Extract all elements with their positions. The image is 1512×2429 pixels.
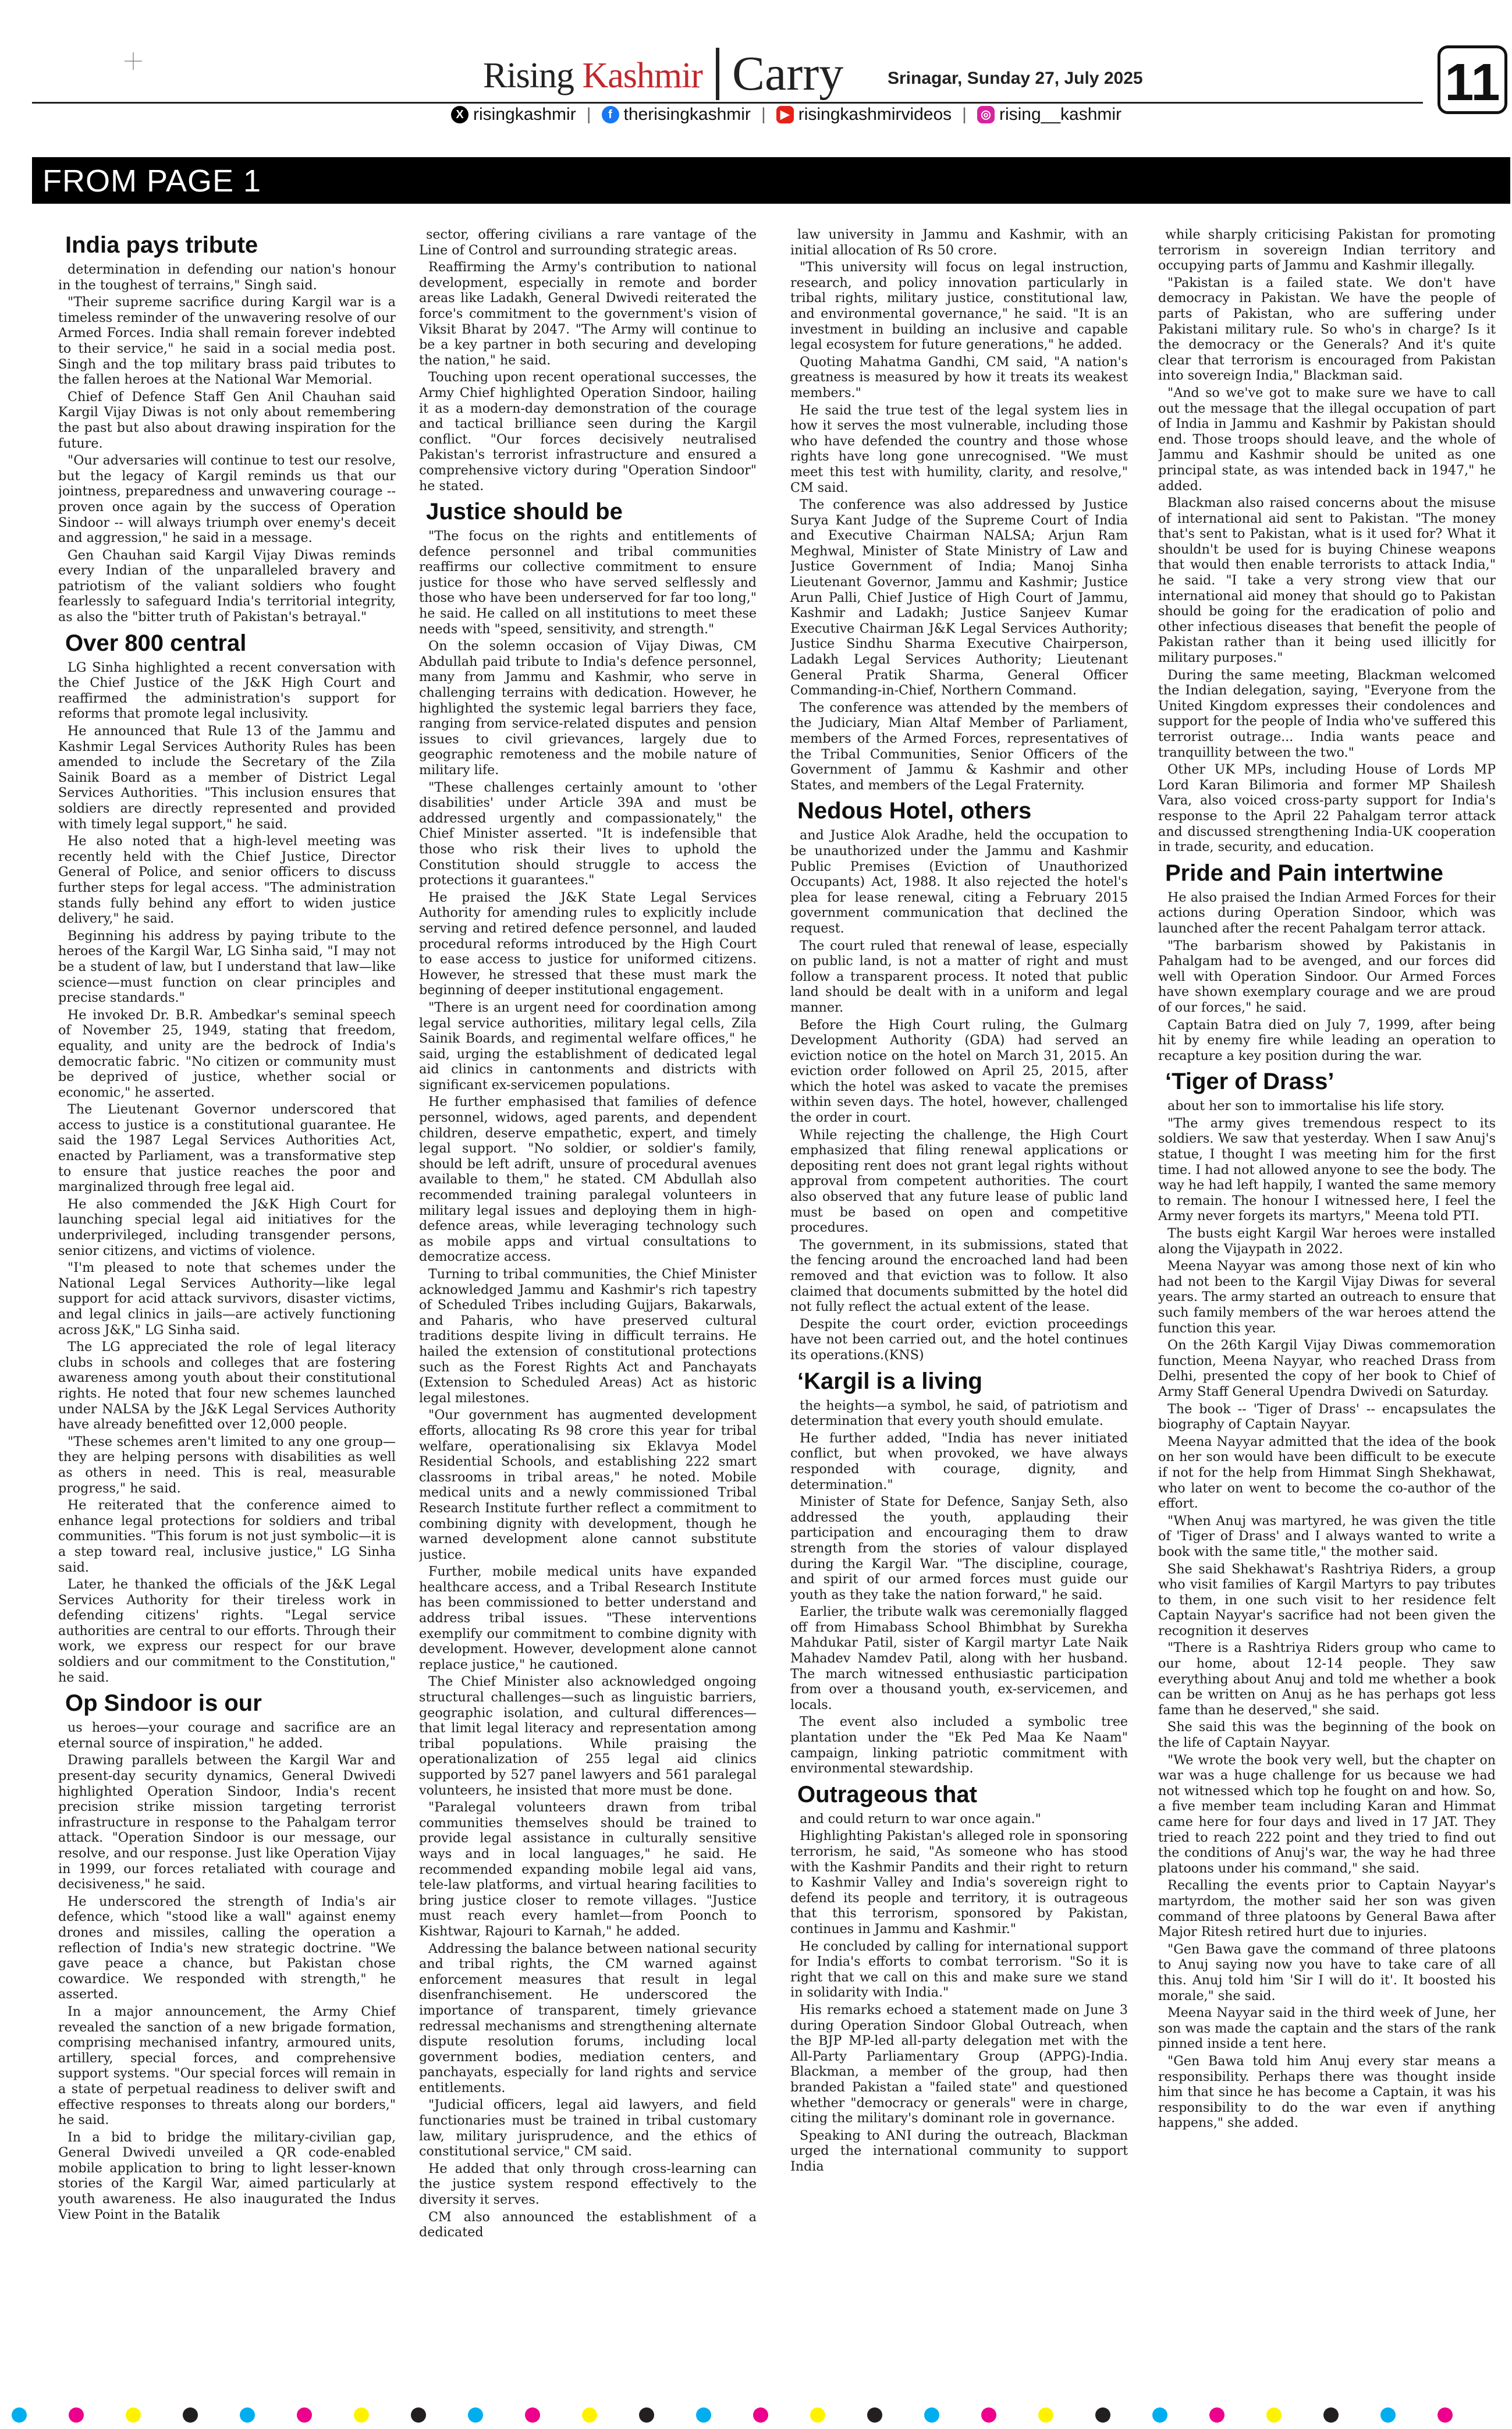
article-paragraph: The court ruled that renewal of lease, especially on public land, is not a matter of right and must follow a transparent process. It noted that public land should be dealt with in a uniform and legal manner.: [790, 938, 1128, 1015]
article-paragraph: Before the High Court ruling, the Gulmarg Development Authority (GDA) had served an eviction notice on the hotel on March 31, 2015. An eviction order followed on April 25, 2015, after which the hotel was asked to vacate the premises within seven days. The hotel, however, challenged the order in court.: [790, 1017, 1128, 1126]
article-paragraph: He added that only through cross-learning can the justice system respond effectively to the diversity it serves.: [419, 2161, 757, 2208]
article-paragraph: He also commended the J&K High Court for launching special legal aid initiatives for the underprivileged, including transgender persons, senior citizens, and victims of violence.: [58, 1196, 396, 1258]
article-paragraph: Later, he thanked the officials of the J&K Legal Services Authority for their tireless work in defending citizens' rights. "Legal service authorities are central to our efforts. Through their work, we express our respect for our brave soldiers and our commitment to the Constitution," he said.: [58, 1577, 396, 1685]
article-paragraph: Minister of State for Defence, Sanjay Seth, also addressed the youth, applauding their participation and encouraging them to draw strength from the stories of valour displayed during the Kargil War. "The discipline, courage, and spirit of our armed forces must guide our youth as they take the nation forward," he said.: [790, 1494, 1128, 1602]
article-paragraph: "The focus on the rights and entitlements of defence personnel and tribal communities reaffirms our collective commitment to ensure justice for those who have served selflessly and those who have been underserved for far too long," he said. He called on all institutions to meet these needs with "speed, sensitivity, and strength.": [419, 529, 757, 637]
article-paragraph: "The army gives tremendous respect to its soldiers. We saw that yesterday. When I saw Anuj's statue, I thought I was meeting him for the first time. I had not allowed anyone to see the body. The way he had left happily, I wanted the same memory to remain. The honour I witnessed here, I feel the Army never forgets its martyrs," Meena told PTI.: [1158, 1115, 1496, 1224]
brand-logo: [483, 55, 702, 97]
article-paragraph: She said Shekhawat's Rashtriya Riders, a group who visit families of Kargil Martyrs to pay tributes to them, in one such visit to her residence felt Captain Nayyar's sacrifice had not been given the recognition it deserves: [1158, 1561, 1496, 1639]
article-paragraph: "These challenges certainly amount to 'other disabilities' under Article 39A and must be addressed urgently and compassionately," the Chief Minister asserted. "It is indefensible that those who risk their lives to uphold the Constitution should struggle to access the protections it guarantees.": [419, 779, 757, 888]
social-facebook-handle: therisingkashmir: [623, 105, 751, 124]
color-registration-dot: [696, 2407, 711, 2423]
article-paragraph: "Our government has augmented development efforts, allocating Rs 98 crore this year for tribal welfare, operationalising six Eklavya Model Residential Schools, and establishing 222 smart classrooms in tribal areas," he noted. Mobile medical units and a newly commissioned Tribal Research Institute further reflect a commitment to combining dignity with development, though he warned development alone cannot substitute justice.: [419, 1407, 757, 1562]
dateline: Srinagar, Sunday 27, July 2025: [888, 69, 1143, 88]
banner-title: FROM PAGE 1: [42, 164, 262, 198]
color-registration-dot: [126, 2407, 141, 2423]
social-facebook[interactable]: [602, 105, 751, 125]
article-paragraph: He also praised the Indian Armed Forces for their actions during Operation Sindoor, which was launched after the recent Pahalgam terror attack.: [1158, 889, 1496, 936]
article-paragraph: Other UK MPs, including House of Lords MP Lord Karan Bilimoria and former MP Shailesh Vara, also voiced cross-party support for India's response to the April 22 Pahalgam terror attack and discussed strengthening India-UK cooperation in trade, security, and education.: [1158, 762, 1496, 855]
article-headline: Outrageous that: [797, 1781, 977, 1807]
color-registration-dot: [354, 2407, 369, 2423]
article-paragraph: "Paralegal volunteers drawn from tribal communities themselves should be trained to provide legal assistance in culturally sensitive ways and in local languages," he said. He recommended expanding mobile legal aid vans, tele-law platforms, and virtual hearing facilities to bring justice closer to remote villages. "Justice must reach every hamlet—from Poonch to Kishtwar, Rajouri to Karnah," he added.: [419, 1800, 757, 1939]
article-paragraph: On the solemn occasion of Vijay Diwas, CM Abdullah paid tribute to India's defence personnel, many from Jammu and Kashmir, who serve in challenging terrains with dedication. However, he highlighted the systemic legal barriers they face, ranging from service-related disputes and pension issues to civil grievances, largely due to geographic remoteness and the mobile nature of military life.: [419, 639, 757, 778]
article-paragraph: about her son to immortalise his life story.: [1167, 1098, 1444, 1114]
article-paragraph: The Lieutenant Governor underscored that access to justice is a constitutional guarantee. He said the 1987 Legal Services Authorities Act, enacted by Parliament, was a transformative step to ensure that justice reaches the poor and marginalized through free legal aid.: [58, 1102, 396, 1195]
youtube-icon: ▶: [776, 106, 794, 123]
article-paragraph: He further added, "India has never initiated conflict, but when provoked, we have always responded with courage, dignity, and determination.": [790, 1430, 1128, 1492]
article-paragraph: "Their supreme sacrifice during Kargil war is a timeless reminder of the unwavering resolve of our Armed Forces. India shall remain forever indebted to their service," he said in a social media post. Singh and the top military brass paid tributes to the fallen heroes at the National War Memorial.: [58, 295, 396, 388]
article-paragraph: Earlier, the tribute walk was ceremonially flagged off from Himabass School Bhimbhat by Surekha Mahdukar Patil, sister of Kargil martyr Late Naik Mahadev Namdev Patil, along with her husband. The march witnessed enthusiastic participation from over a thousand youth, ex-servicemen, and locals.: [790, 1604, 1128, 1712]
color-registration-dot: [525, 2407, 540, 2423]
article-paragraph: She said this was the beginning of the book on the life of Captain Nayyar.: [1158, 1719, 1496, 1751]
article-paragraph: law university in Jammu and Kashmir, with an initial allocation of Rs 50 crore.: [790, 227, 1128, 258]
article-paragraph: determination in defending our nation's honour in the toughest of terrains," Singh said.: [58, 262, 396, 293]
article-paragraph: In a major announcement, the Army Chief revealed the sanction of a new brigade formation, comprising mechanised infantry, armoured units, artillery, special forces, and comprehensive support systems. "Our special forces will remain in a state of perpetual readiness to deliver swift and effective responses to threats along our borders," he said.: [58, 2004, 396, 2128]
section-banner: [32, 157, 1510, 204]
article-paragraph: Meena Nayyar said in the third week of June, her son was made the captain and the stars of the rank pinned inside a tent here.: [1158, 2005, 1496, 2052]
article-headline: Justice should be: [426, 499, 623, 525]
article-headline: Pride and Pain intertwine: [1165, 860, 1443, 886]
social-instagram-handle: rising__kashmir: [999, 105, 1122, 124]
article-paragraph: Drawing parallels between the Kargil War and present-day security dynamics, General Dwivedi highlighted Operation Sindoor, India's recent precision strike mission targeting terrorist infrastructure in response to the Pahalgam terror attack. "Operation Sindoor is our message, our resolve, and our response. Just like Operation Vijay in 1999, our forces retaliated with courage and decisiveness," he said.: [58, 1753, 396, 1892]
article-paragraph: "This university will focus on legal instruction, research, and policy innovation particularly in tribal rights, military justice, constitutional law, and environmental governance," he said. "It is an investment in building an inclusive and capable legal ecosystem for future generations," he added.: [790, 260, 1128, 353]
article-paragraph: "Gen Bawa gave the command of three platoons to Anuj saying now you have to take care of all this. Anuj told him 'Sir I will do it'. It boosted his morale," she said.: [1158, 1941, 1496, 2004]
article-paragraph: The government, in its submissions, stated that the fencing around the encroached land had been removed and that eviction was to follow. It also claimed that documents submitted by the hotel did not fully reflect the actual extent of the lease.: [790, 1237, 1128, 1315]
color-registration-dot: [582, 2407, 597, 2423]
color-registration-dot: [1380, 2407, 1396, 2423]
color-registration-dot: [183, 2407, 198, 2423]
article-paragraph: Highlighting Pakistan's alleged role in sponsoring terrorism, he said, "As someone who has stood with the Kashmir Pandits and their right to return to Kashmir Valley and India's sovereign right to defend its people and territory, it is outrageous that this terrorism, sponsored by Pakistan, continues in Jammu and Kashmir.": [790, 1828, 1128, 1937]
article-paragraph: Captain Batra died on July 7, 1999, after being hit by enemy fire while leading an operation to recapture a key position during the war.: [1158, 1017, 1496, 1063]
article-paragraph: He further emphasised that families of defence personnel, widows, aged parents, and dependent children, deserve empathetic, expert, and timely legal support. "No soldier, or soldier's family, should be left adrift, unsure of procedural avenues available to them," he stated. CM Abdullah also recommended training paralegal volunteers in military legal issues and deploying them in high-defence areas, while leveraging technology such as mobile apps and virtual consultations to democratize access.: [419, 1094, 757, 1265]
social-x-handle: risingkashmir: [473, 105, 576, 124]
article-paragraph: His remarks echoed a statement made on June 3 during Operation Sindoor Global Outreach, when the BJP MP-led all-party delegation met with the All-Party Parliamentary Group (APPG)-India. Blackman, a member of the group, had then branded Pakistan a "failed state" and questioned whether "democracy or generals" were in charge, citing the military's dominant role in governance.: [790, 2002, 1128, 2126]
article-paragraph: "There is a Rashtriya Riders group who came to our home, about 12-14 people. They saw everything about Anuj and told me whether a book can be written on Anuj as he has perhaps got less fame than he deserved," she said.: [1158, 1640, 1496, 1718]
article-paragraph: During the same meeting, Blackman welcomed the Indian delegation, saying, "Everyone from the United Kingdom expresses their condolences and support for the people of India who've suffered this terrorist outrage... India wants peace and tranquillity between the two.": [1158, 667, 1496, 760]
masthead-rule: [32, 102, 1423, 104]
article-paragraph: He reiterated that the conference aimed to enhance legal protections for soldiers and tribal communities. "This forum is not just symbolic—it is a step toward real, inclusive justice," LG Sinha said.: [58, 1498, 396, 1575]
article-paragraph: sector, offering civilians a rare vantage of the Line of Control and surrounding strategic areas.: [419, 227, 757, 258]
article-paragraph: Despite the court order, eviction proceedings have not been carried out, and the hotel continues its operations.(KNS): [790, 1316, 1128, 1363]
article-headline: ‘Kargil is a living: [797, 1368, 982, 1394]
article-paragraph: "Judicial officers, legal aid lawyers, and field functionaries must be trained in tribal customary law, military jurisprudence, and the ethics of constitutional service," CM said.: [419, 2097, 757, 2159]
article-paragraph: Touching upon recent operational successes, the Army Chief highlighted Operation Sindoor, hailing it as a modern-day demonstration of the courage and tactical brilliance seen during the Kargil conflict. "Our forces decisively neutralised Pakistan's terrorist infrastructure and ensured a comprehensive victory during "Operation Sindoor" he stated.: [419, 370, 757, 494]
article-paragraph: "Our adversaries will continue to test our resolve, but the legacy of Kargil reminds us that our jointness, preparedness and unwavering courage -- proven once again by the success of Operation Sindoor -- will always triumph over enemy's deceit and aggression," he said in a message.: [58, 453, 396, 546]
article-paragraph: He underscored the strength of India's air defence, which "stood like a wall" against enemy drones and missiles, calling the operation a reflection of India's new strategic doctrine. "We gave peace a chance, but Pakistan chose cowardice. We responded with strength," he asserted.: [58, 1893, 396, 2002]
instagram-icon: ◎: [977, 106, 995, 123]
article-paragraph: On the 26th Kargil Vijay Diwas commemoration function, Meena Nayyar, who reached Drass from Delhi, presented the copy of her book to Chief of Army Staff General Upendra Dwivedi on Saturday.: [1158, 1338, 1496, 1399]
article-paragraph: Gen Chauhan said Kargil Vijay Diwas reminds every Indian of the unparalleled bravery and patriotism of the valiant soldiers who fought fearlessly to safeguard India's territorial integrity, as also the "bitter truth of Pakistan's betrayal.": [58, 547, 396, 625]
article-paragraph: "Pakistan is a failed state. We don't have democracy in Pakistan. We have the people of parts of Pakistan, who are suffering under Pakistani military rule. So who's in charge? Is it the democracy or the Generals? And it's quite clear that terrorism is encouraged from Pakistan into sovereign India," Blackman said.: [1158, 275, 1496, 384]
color-registration-dot: [1323, 2407, 1339, 2423]
color-registration-dot: [1209, 2407, 1224, 2423]
article-paragraph: While rejecting the challenge, the High Court emphasized that filing renewal applications or depositing rent does not grant legal rights without approval from competent authorities. The court also observed that any future lease of public land must be based on open and competitive procedures.: [790, 1127, 1128, 1236]
article-paragraph: In a bid to bridge the military-civilian gap, General Dwivedi unveiled a QR code-enabled mobile application to bring to light lesser-known stories of the Kargil War, aimed particularly at youth awareness. He also inaugurated the Indus View Point in the Batalik: [58, 2129, 396, 2222]
article-paragraph: Blackman also raised concerns about the misuse of international aid sent to Pakistan. "The money that's sent to Pakistan, what is it used for? What it shouldn't be used for is buying Chinese weapons that would then enable terrorists to attack India," he said. "I take a very strong view that our international aid money that should go to Pakistan should be going for the eradication of polio and other infectious diseases that benefit the people of Pakistan rather than it being used illicitly for military purposes.": [1158, 495, 1496, 666]
color-registration-dot: [810, 2407, 825, 2423]
color-registration-dot: [1266, 2407, 1282, 2423]
column-3: [790, 227, 1128, 2392]
social-instagram[interactable]: [977, 105, 1121, 125]
column-1: [58, 227, 396, 2392]
section-title: Carry: [716, 48, 843, 100]
social-youtube-handle: risingkashmirvideos: [798, 105, 952, 124]
social-separator: |: [962, 105, 967, 124]
article-paragraph: and could return to war once again.": [800, 1811, 1041, 1827]
color-registration-dot: [981, 2407, 996, 2423]
social-x[interactable]: [451, 105, 576, 125]
article-paragraph: Speaking to ANI during the outreach, Blackman urged the international community to support India: [790, 2127, 1128, 2174]
article-columns: [58, 227, 1496, 2392]
article-paragraph: "And so we've got to make sure we have to call out the message that the illegal occupation of part of India in Jammu and Kashmir by Pakistan should end. Those troops should leave, and the whole of Jammu and Kashmir should be united as one principal state, as was intended back in 1947," he added.: [1158, 385, 1496, 494]
article-paragraph: Further, mobile medical units have expanded healthcare access, and a Tribal Research Institute has been commissioned to better understand and address tribal issues. "These interventions exemplify our commitment to combine dignity with development. However, development alone cannot replace justice," he cautioned.: [419, 1564, 757, 1672]
article-paragraph: LG Sinha highlighted a recent conversation with the Chief Justice of the J&K High Court and reaffirmed the administration's support for reforms that promote legal inclusivity.: [58, 659, 396, 722]
article-paragraph: "When Anuj was martyred, he was given the title of 'Tiger of Drass' and I always wanted to write a book with the same title," the mother said.: [1158, 1513, 1496, 1559]
color-registration-dot: [69, 2407, 84, 2423]
masthead: [0, 0, 1512, 134]
column-4: [1158, 227, 1496, 2392]
article-paragraph: us heroes—your courage and sacrifice are an eternal source of inspiration," he added.: [58, 1720, 396, 1751]
color-registration-dot: [753, 2407, 768, 2423]
color-registration-dot: [468, 2407, 483, 2423]
article-paragraph: while sharply criticising Pakistan for promoting terrorism in sovereign Indian territory and occupying parts of Jammu and Kashmir illegally.: [1158, 227, 1496, 274]
article-paragraph: "Gen Bawa told him Anuj every star means a responsibility. Perhaps there was thought inside him that since he has become a Captain, it was his responsibility to do the war even if anything happens," she added.: [1158, 2053, 1496, 2131]
social-separator: |: [761, 105, 766, 124]
color-registration-dot: [867, 2407, 882, 2423]
x-icon: X: [451, 106, 468, 123]
article-paragraph: "I'm pleased to note that schemes under the National Legal Services Authority—like legal support for acid attack survivors, disaster victims, and legal clinics in jails—are actively functioning across J&K," LG Sinha said.: [58, 1260, 396, 1338]
article-paragraph: The event also included a symbolic tree plantation under the "Ek Ped Maa Ke Naam" campaign, linking patriotic commitment with environmental stewardship.: [790, 1714, 1128, 1776]
article-paragraph: The Chief Minister also acknowledged ongoing structural challenges—such as linguistic barriers, geographic isolation, and cultural differences—that limit legal literacy and representation among tribal populations. While praising the operationalization of 255 legal aid clinics supported by 527 panel lawyers and 561 paralegal volunteers, he insisted that more must be done.: [419, 1674, 757, 1798]
article-paragraph: Quoting Mahatma Gandhi, CM said, "A nation's greatness is measured by how it treats its weakest members.": [790, 354, 1128, 400]
brand-rising: Rising: [483, 56, 574, 95]
color-registration-dot: [924, 2407, 939, 2423]
article-paragraph: "These schemes aren't limited to any one group—they are helping persons with disabilities as well as others in need. This is real, measurable progress," he said.: [58, 1434, 396, 1496]
article-paragraph: Recalling the events prior to Captain Nayyar's martyrdom, the mother said her son was given command of three platoons by General Bawa after Major Ritesh retired hurt due to injuries.: [1158, 1878, 1496, 1940]
article-paragraph: Addressing the balance between national security and tribal rights, the CM warned against enforcement measures that result in legal disenfranchisement. He underscored the importance of transparent, timely grievance redressal mechanisms and strengthening alternate dispute resolution forums, including local government bodies, mediation centers, and panchayats, especially for land rights and service entitlements.: [419, 1941, 757, 2095]
article-paragraph: the heights—a symbol, he said, of patriotism and determination that every youth should emulate.: [790, 1398, 1128, 1429]
article-paragraph: He also noted that a high-level meeting was recently held with the Chief Justice, Director General of Police, and senior officers to discuss further steps for legal access. "The administration stands fully behind any effort to widen justice delivery," he said.: [58, 834, 396, 927]
color-registration-dot: [1095, 2407, 1110, 2423]
article-paragraph: Chief of Defence Staff Gen Anil Chauhan said Kargil Vijay Diwas is not only about remembering the past but also about drawing inspiration for the future.: [58, 389, 396, 451]
color-registration-dot: [411, 2407, 426, 2423]
print-color-bar: [0, 2404, 1512, 2429]
page-number: 11: [1438, 45, 1507, 114]
brand-kashmir: Kashmir: [582, 56, 702, 95]
article-paragraph: He said the true test of the legal system lies in how it serves the most vulnerable, including those who have defended the country and those whose rights have long gone unrecognised. "We must meet this test with humility, clarity, and resolve," CM said.: [790, 402, 1128, 495]
article-paragraph: and Justice Alok Aradhe, held the occupation to be unauthorized under the Jammu and Kashmir Public Premises (Eviction of Unauthorized Occupants) Act, 1988. It also rejected the hotel's plea for lease renewal, citing a February 2015 government communication that declined the request.: [790, 828, 1128, 936]
color-registration-dot: [639, 2407, 654, 2423]
social-links: [451, 105, 1121, 125]
social-youtube[interactable]: [776, 105, 952, 125]
article-paragraph: Reaffirming the Army's contribution to national development, especially in remote and border areas like Ladakh, General Dwivedi reiterated the force's commitment to the government's vision of Viksit Bharat by 2047. "The Army will continue to be a key partner in both securing and developing the nation," he said.: [419, 260, 757, 368]
column-2: [419, 227, 757, 2392]
article-headline: Op Sindoor is our: [65, 1690, 262, 1717]
article-paragraph: Meena Nayyar was among those next of kin who had not been to the Kargil Vijay Diwas for several years. The army started an outreach to ensure that such family members of the war heroes attend the function this year.: [1158, 1258, 1496, 1336]
article-paragraph: "There is an urgent need for coordination among legal service authorities, military legal cells, Zila Sainik Boards, and regimental welfare offices," he said, urging the establishment of dedicated legal aid clinics in cantonments and districts with significant ex-servicemen populations.: [419, 999, 757, 1093]
article-paragraph: The conference was attended by the members of the Judiciary, Mian Altaf Member of Parliament, members of the Armed Forces, representatives of the Tribal Communities, Senior Officers of the Government of Jammu & Kashmir and other States, and members of the Legal Fraternity.: [790, 700, 1128, 793]
article-paragraph: "We wrote the book very well, but the chapter on war was a huge challenge for us because we had not witnessed which top he fought on and how. So, a five member team including Karan and Himmat came here for four days and lived in 17 JAT. They tried to reach 222 point and they tried to find out the conditions of Anuj's war, the way he had three platoons under his command," she said.: [1158, 1752, 1496, 1876]
article-paragraph: The book -- 'Tiger of Drass' -- encapsulates the biography of Captain Nayyar.: [1158, 1401, 1496, 1432]
color-registration-dot: [12, 2407, 27, 2423]
facebook-icon: f: [602, 106, 619, 123]
social-separator: |: [586, 105, 591, 124]
article-headline: India pays tribute: [65, 232, 258, 258]
article-paragraph: CM also announced the establishment of a dedicated: [419, 2209, 757, 2240]
article-paragraph: He invoked Dr. B.R. Ambedkar's seminal speech of November 25, 1949, stating that freedom, equality, and unity are the bedrock of India's democratic fabric. "No citizen or community must be deprived of justice, whether social or economic," he asserted.: [58, 1007, 396, 1100]
article-paragraph: He praised the J&K State Legal Services Authority for amending rules to explicitly include serving and retired defence personnel, and lauded procedural reforms introduced by the High Court to ease access to justice for uniformed citizens. However, he stressed that these must mark the beginning of deeper institutional engagement.: [419, 889, 757, 998]
color-registration-dot: [1152, 2407, 1167, 2423]
registration-mark-icon: [123, 51, 143, 71]
article-paragraph: Meena Nayyar admitted that the idea of the book on her son would have been difficult to be execute if not for the help from Himmat Singh Shekhawat, who later on went to become the co-author of the effort.: [1158, 1434, 1496, 1512]
article-paragraph: He concluded by calling for international support for India's efforts to combat terrorism. "So it is right that we call on this and make sure we stand in solidarity with India.": [790, 1938, 1128, 2001]
article-paragraph: Beginning his address by paying tribute to the heroes of the Kargil War, LG Sinha said, "I may not be a student of law, but I understand that law—like science—must function on clear principles and precise standards.": [58, 928, 396, 1006]
article-paragraph: Turning to tribal communities, the Chief Minister acknowledged Jammu and Kashmir's rich tapestry of Scheduled Tribes including Gujjars, Bakarwals, and Paharis, who have preserved cultural traditions despite living in difficult terrains. He hailed the extension of constitutional protections such as the Forest Rights Act and Panchayats (Extension to Scheduled Areas) Act as historic legal milestones.: [419, 1267, 757, 1406]
article-headline: Nedous Hotel, others: [797, 798, 1032, 824]
article-paragraph: The conference was also addressed by Justice Surya Kant Judge of the Supreme Court of India and Executive Chairman NALSA; Arjun Ram Meghwal, Minister of State Ministry of Law and Justice Government of India; Manoj Sinha Lieutenant Governor, Jammu and Kashmir; Justice Arun Palli, Chief Justice of High Court of Jammu, Kashmir and Ladakh; Justice Sanjeev Kumar Executive Chairman J&K Legal Services Authority; Justice Sindhu Sharma Executive Chairperson, Ladakh Legal Services Authority; Lieutenant General Pratik Sharma, General Officer Commanding-in-Chief, Northern Command.: [790, 497, 1128, 698]
article-headline: Over 800 central: [65, 630, 247, 656]
article-paragraph: The LG appreciated the role of legal literacy clubs in schools and colleges that are fostering awareness among youth about their constitutional rights. He noted that four new schemes launched under NALSA by the J&K Legal Services Authority have already benefitted over 12,000 people.: [58, 1339, 396, 1432]
article-paragraph: He announced that Rule 13 of the Jammu and Kashmir Legal Services Authority Rules has been amended to include the Secretary of the Zila Sainik Board as a member of District Legal Services Authorities. "This inclusion ensures that soldiers are directly represented and provided with timely legal support," he said.: [58, 724, 396, 832]
color-registration-dot: [1438, 2407, 1453, 2423]
color-registration-dot: [240, 2407, 255, 2423]
color-registration-dot: [297, 2407, 312, 2423]
color-registration-dot: [1038, 2407, 1053, 2423]
article-headline: ‘Tiger of Drass’: [1165, 1069, 1334, 1095]
article-paragraph: "The barbarism showed by Pakistanis in Pahalgam had to be avenged, and our forces did well with Operation Sindoor. Our Armed Forces have shown exemplary courage and we are proud of our forces," he said.: [1158, 938, 1496, 1015]
article-paragraph: The busts eight Kargil War heroes were installed along the Vijaypath in 2022.: [1158, 1226, 1496, 1257]
